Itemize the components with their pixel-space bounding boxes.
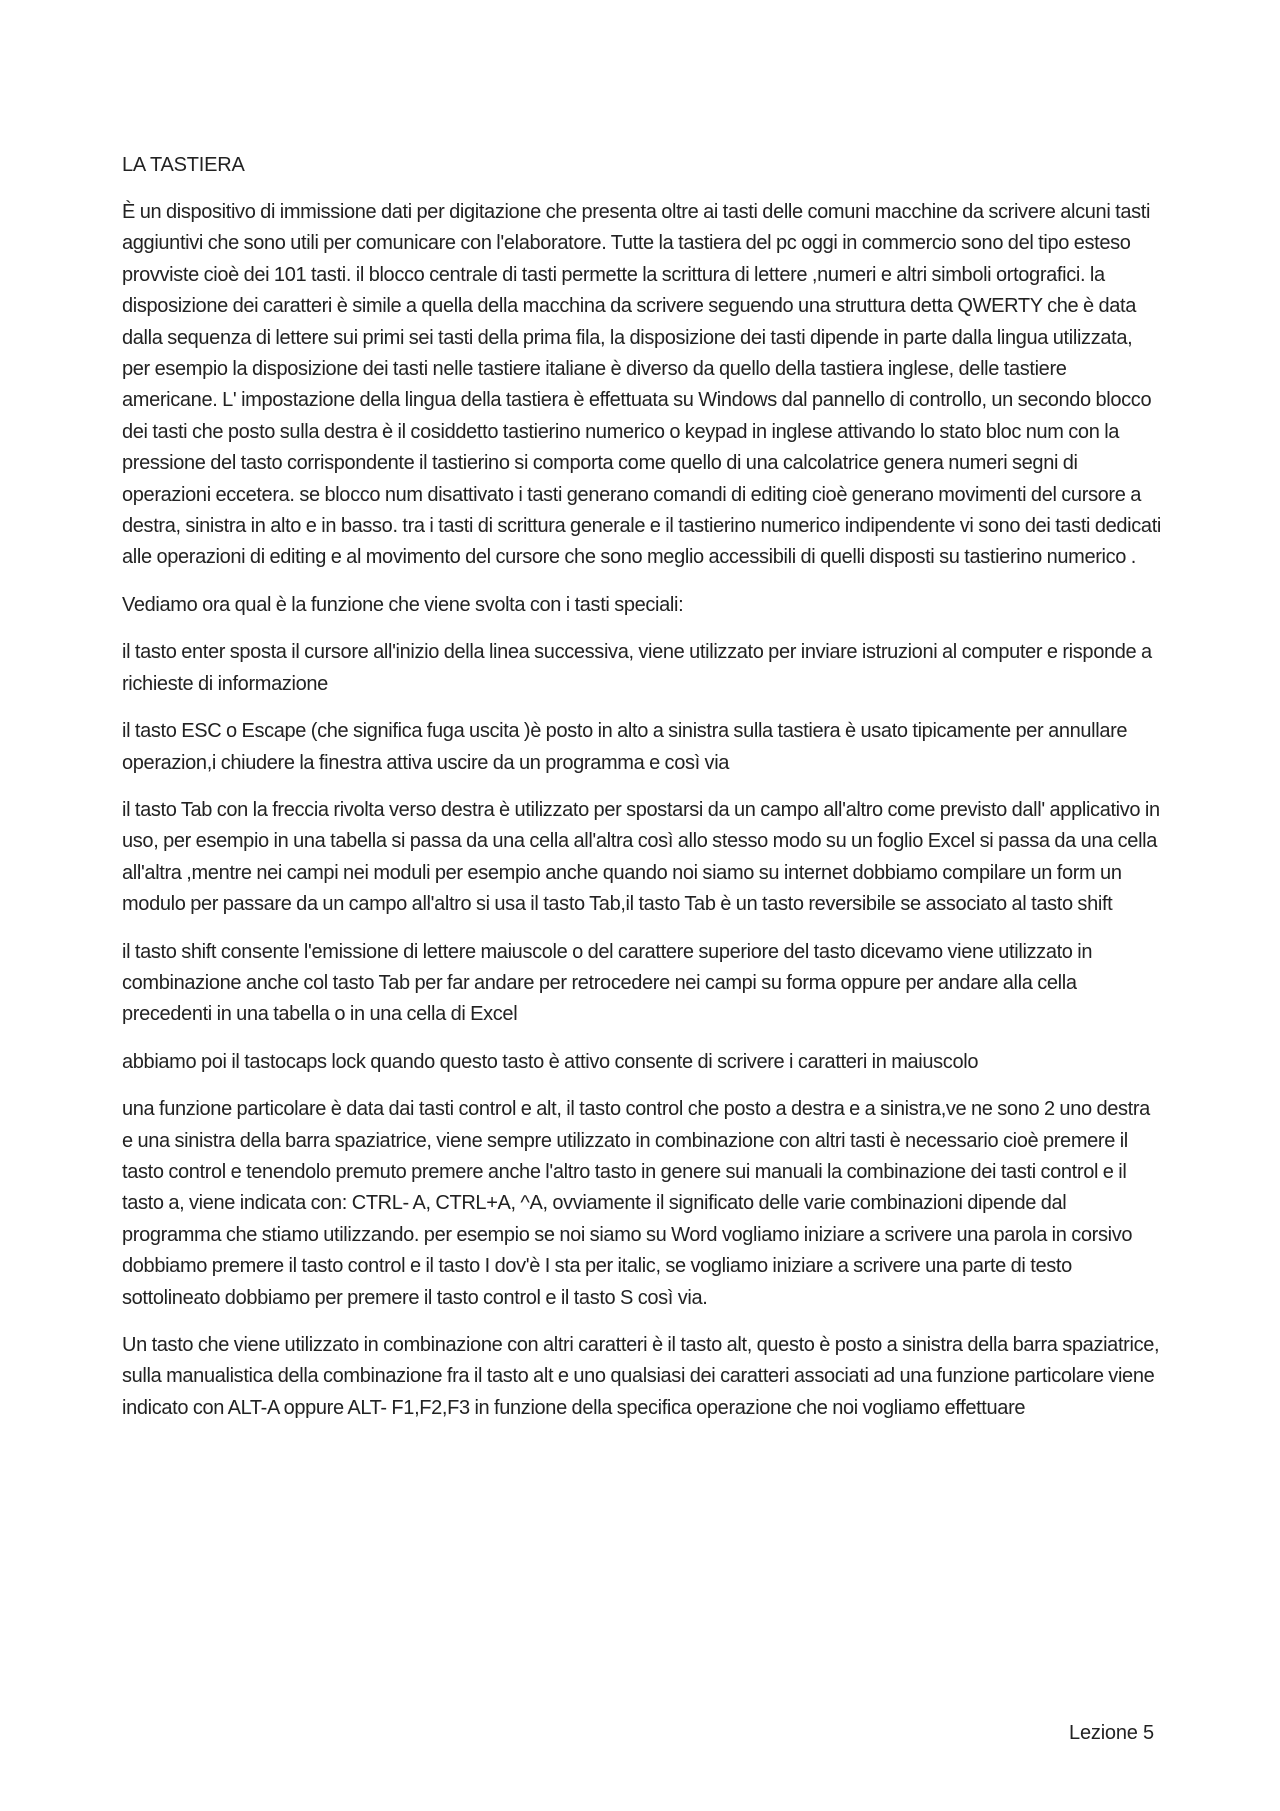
paragraph-shift-key: il tasto shift consente l'emissione di lettere maiuscole o del carattere superiore del tasto dicevamo viene utilizzato in combinazione anche col tasto Tab per far andare per retrocedere nei campi su forma oppure per andare alla cella precedenti in una tabella o in una cella di Excel xyxy=(122,940,1093,1026)
document-title: LA TASTIERA xyxy=(122,154,245,176)
document-body xyxy=(122,150,1162,1440)
paragraph-tab-key: il tasto Tab con la freccia rivolta verso destra è utilizzato per spostarsi da un campo all'altro come previsto dall' applicativo in uso, per esempio in una tabella si passa da una cella all'altra così allo stesso modo su un foglio Excel si passa da una cella all'altra ,mentre nei campi nei moduli per esempio anche quando noi siamo su internet dobbiamo compilare un form un modulo per passare da un campo all'altro si usa il tasto Tab,il tasto Tab è un tasto reversibile se associato al tasto shift xyxy=(122,798,1160,916)
paragraph-intro: È un dispositivo di immissione dati per digitazione che presenta oltre ai tasti delle comuni macchine da scrivere alcuni tasti aggiuntivi che sono utili per comunicare con l'elaboratore. Tutte la tastiera del pc oggi in commercio sono del tipo esteso provviste cioè dei 101 tasti. il blocco centrale di tasti permette la scrittura di lettere ,numeri e altri simboli ortografici. la disposizione dei caratteri è simile a quella della macchina da scrivere seguendo una struttura detta QWERTY che è data dalla sequenza di lettere sui primi sei tasti della prima fila, la disposizione dei tasti dipende in parte dalla lingua utilizzata, per esempio la disposizione dei tasti nelle tastiere italiane è diverso da quello della tastiera inglese, delle tastiere americane. L' impostazione della lingua della tastiera è effettuata su Windows dal pannello di controllo, un secondo blocco dei tasti che posto sulla destra è il cosiddetto tastierino numerico o keypad in inglese attivando lo stato bloc num con la pressione del tasto corrispondente il tastierino si comporta come quello di una calcolatrice genera numeri segni di operazioni eccetera. se blocco num disattivato i tasti generano comandi di editing cioè generano movimenti del cursore a destra, sinistra in alto e in basso. tra i tasti di scrittura generale e il tastierino numerico indipendente vi sono dei tasti dedicati alle operazioni di editing e al movimento del cursore che sono meglio accessibili di quelli disposti su tastierino numerico . xyxy=(122,201,1161,569)
page-footer: Lezione 5 xyxy=(1069,1722,1154,1744)
paragraph-caps-lock-key: abbiamo poi il tastocaps lock quando questo tasto è attivo consente di scrivere i caratteri in maiuscolo xyxy=(122,1050,979,1073)
paragraph-control-key: una funzione particolare è data dai tasti control e alt, il tasto control che posto a destra e a sinistra,ve ne sono 2 uno destra e una sinistra della barra spaziatrice, viene sempre utilizzato in combinazione con altri tasti è necessario cioè premere il tasto control e tenendolo premuto premere anche l'altro tasto in genere sui manuali la combinazione dei tasti control e il tasto a, viene indicata con: CTRL- A, CTRL+A, ^A, ovviamente il significato delle varie combinazioni dipende dal programma che stiamo utilizzando. per esempio se noi siamo su Word vogliamo iniziare a scrivere una parola in corsivo dobbiamo premere il tasto control e il tasto I dov'è I sta per italic, se vogliamo iniziare a scrivere una parte di testo sottolineato dobbiamo per premere il tasto control e il tasto S così via. xyxy=(122,1098,1150,1309)
paragraph-enter-key: il tasto enter sposta il cursore all'inizio della linea successiva, viene utilizzato per inviare istruzioni al computer e risponde a richieste di informazione xyxy=(122,641,1152,695)
paragraph-esc-key: il tasto ESC o Escape (che significa fuga uscita )è posto in alto a sinistra sulla tastiera è usato tipicamente per annullare operazion,i chiudere la finestra attiva uscire da un programma e così via xyxy=(122,720,1128,774)
paragraph-alt-key: Un tasto che viene utilizzato in combinazione con altri caratteri è il tasto alt, questo è posto a sinistra della barra spaziatrice, sulla manualistica della combinazione fra il tasto alt e uno qualsiasi dei caratteri associati ad una funzione particolare viene indicato con ALT-A oppure ALT- F1,F2,F3 in funzione della specifica operazione che noi vogliamo effettuare xyxy=(122,1334,1160,1419)
paragraph-special-keys-intro: Vediamo ora qual è la funzione che viene svolta con i tasti speciali: xyxy=(122,593,684,616)
